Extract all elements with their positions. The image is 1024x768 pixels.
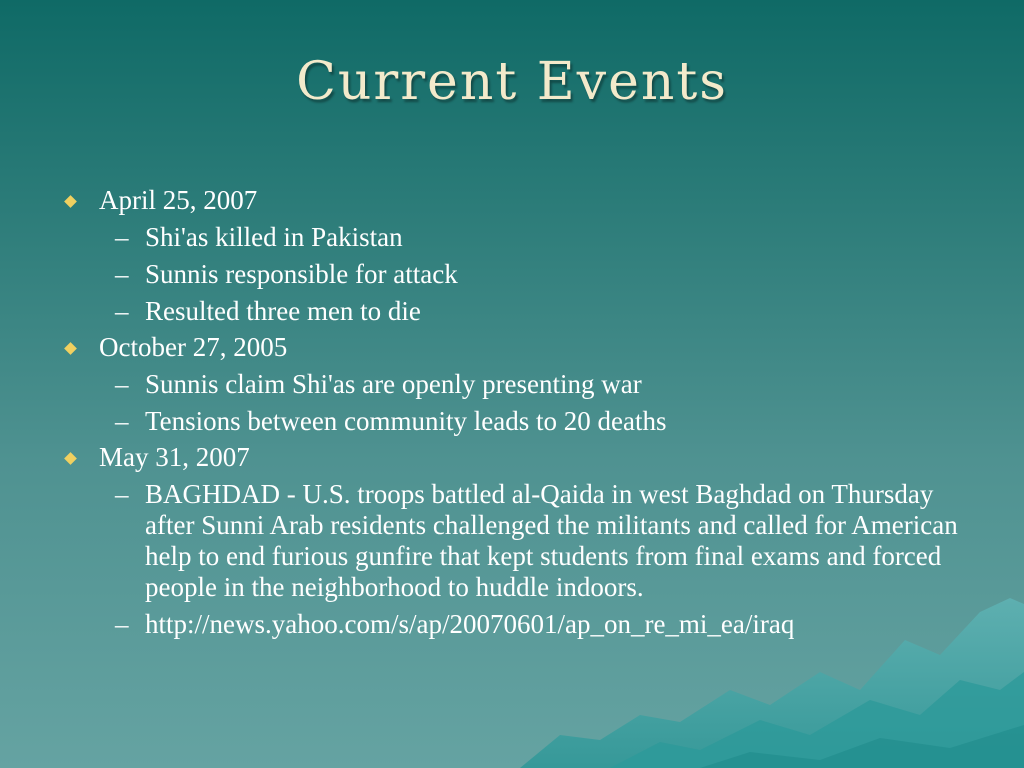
diamond-bullet-icon <box>64 342 77 355</box>
dash-bullet-icon: – <box>115 296 129 326</box>
bullet-item <box>62 185 972 216</box>
bullet-text: May 31, 2007 <box>99 442 250 472</box>
bullet-content <box>62 180 972 640</box>
sub-bullet-item <box>62 406 972 437</box>
diamond-bullet-icon <box>64 452 77 465</box>
sub-bullet-item <box>62 479 972 603</box>
sub-bullet-item[interactable] <box>62 609 972 640</box>
dash-bullet-icon: – <box>115 609 129 639</box>
dash-bullet-icon: – <box>115 479 129 509</box>
slide-title: Current Events <box>296 52 728 112</box>
bullet-item <box>62 332 972 363</box>
dash-bullet-icon: – <box>115 406 129 436</box>
sub-bullet-text: Sunnis responsible for attack <box>145 259 458 289</box>
sub-bullet-item <box>62 259 972 290</box>
dash-bullet-icon: – <box>115 259 129 289</box>
bullet-text: October 27, 2005 <box>99 332 288 362</box>
dash-bullet-icon: – <box>115 222 129 252</box>
sub-bullet-text: Resulted three men to die <box>145 296 421 326</box>
sub-bullet-text: Tensions between community leads to 20 deaths <box>145 406 667 436</box>
diamond-bullet-icon <box>64 195 77 208</box>
bullet-item <box>62 442 972 473</box>
sub-bullet-item <box>62 222 972 253</box>
sub-bullet-item <box>62 369 972 400</box>
sub-bullet-item <box>62 296 972 327</box>
sub-bullet-text: Sunnis claim Shi'as are openly presenting war <box>145 369 642 399</box>
sub-bullet-text: BAGHDAD - U.S. troops battled al-Qaida in west Baghdad on Thursday after Sunni Arab residents challenged the militants and called for American help to end furious gunfire that kept students from final exams and forced people in the neighborhood to huddle indoors. <box>145 479 958 602</box>
sub-bullet-text: Shi'as killed in Pakistan <box>145 222 403 252</box>
bullet-text: April 25, 2007 <box>99 185 258 215</box>
dash-bullet-icon: – <box>115 369 129 399</box>
source-link[interactable]: http://news.yahoo.com/s/ap/20070601/ap_on_re_mi_ea/iraq <box>145 609 795 639</box>
